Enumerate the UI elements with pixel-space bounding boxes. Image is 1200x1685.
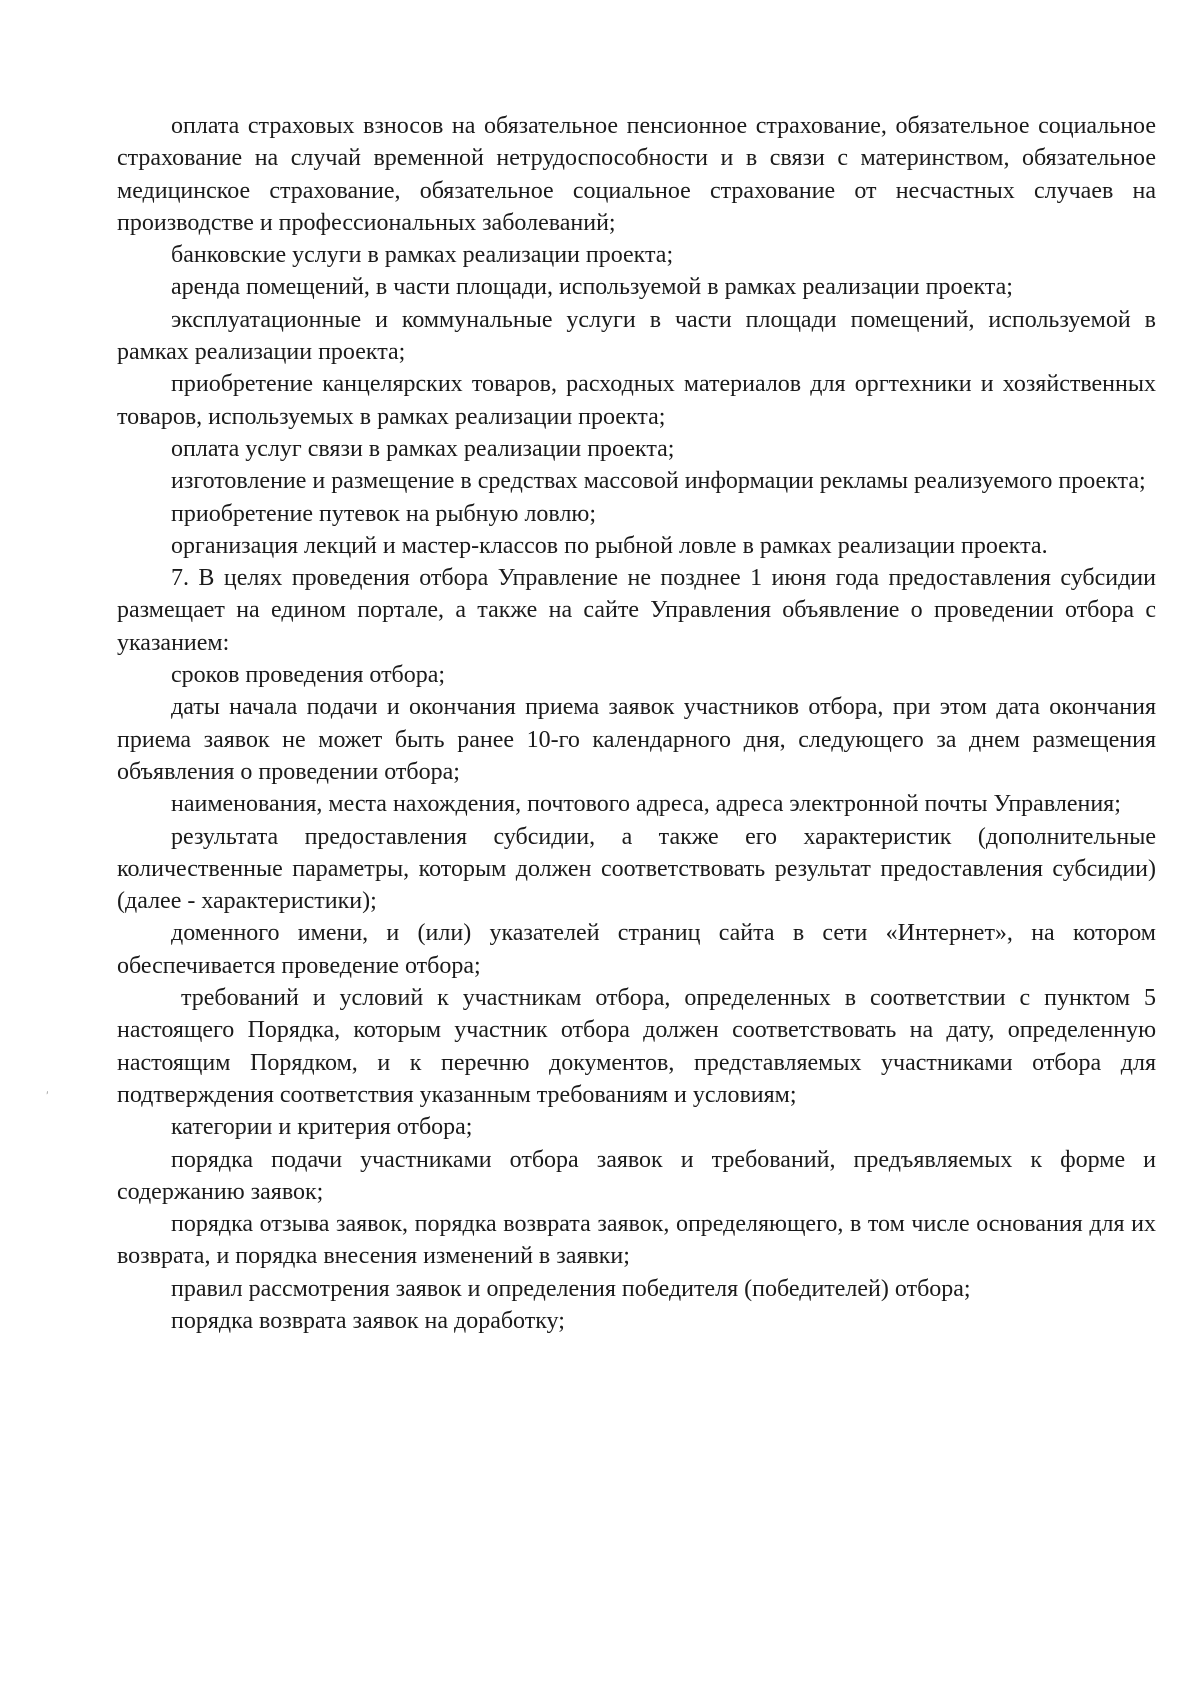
paragraph: наименования, места нахождения, почтового адреса, адреса электронной почты Управления; (171, 791, 1121, 818)
paragraph: сроков проведения отбора; (171, 662, 446, 689)
paragraph: доменного имени, и (или) указателей страниц сайта в сети «Интернет», на котором обеспечивается проведение отбора; (117, 920, 1156, 979)
paragraph: аренда помещений, в части площади, используемой в рамках реализации проекта; (171, 274, 1013, 301)
paragraph: изготовление и размещение в средствах массовой информации рекламы реализуемого проекта; (171, 468, 1146, 495)
paragraph: требований и условий к участникам отбора, определенных в соответствии с пунктом 5 настоящего Порядка, которым участник отбора должен соответствовать на дату, определенную настоящим Порядком, и к перечню документов, представляемых участниками отбора для подтверждения соответствия указанным требованиям и условиям; (117, 985, 1156, 1108)
paragraph: правил рассмотрения заявок и определения победителя (победителей) отбора; (171, 1275, 971, 1302)
paragraph: категории и критерия отбора; (171, 1114, 473, 1141)
paragraph: порядка возврата заявок на доработку; (171, 1307, 565, 1334)
paragraph: даты начала подачи и окончания приема заявок участников отбора, при этом дата окончания приема заявок не может быть ранее 10-го календарного дня, следующего за днем размещения объявления о проведении отбора; (117, 694, 1156, 785)
document-body (117, 110, 1156, 1337)
paragraph: порядка отзыва заявок, порядка возврата заявок, определяющего, в том числе основания для их возврата, и порядка внесения изменений в заявки; (117, 1211, 1156, 1270)
paragraph: приобретение путевок на рыбную ловлю; (171, 500, 597, 527)
paragraph: банковские услуги в рамках реализации проекта; (171, 242, 674, 269)
paragraph: оплата услуг связи в рамках реализации проекта; (171, 435, 675, 462)
scan-speck-mark: ˏ (37, 1080, 51, 1096)
paragraph: порядка подачи участниками отбора заявок и требований, предъявляемых к форме и содержанию заявок; (117, 1146, 1156, 1205)
paragraph: организация лекций и мастер-классов по рыбной ловле в рамках реализации проекта. (171, 532, 1048, 559)
paragraph: эксплуатационные и коммунальные услуги в части площади помещений, используемой в рамках реализации проекта; (117, 306, 1156, 366)
paragraph: приобретение канцелярских товаров, расходных материалов для оргтехники и хозяйственных товаров, используемых в рамках реализации проекта; (117, 371, 1156, 430)
paragraph: результата предоставления субсидии, а также его характеристик (дополнительные количественные параметры, которым должен соответствовать результат предоставления субсидии) (далее - характеристики); (117, 823, 1156, 915)
paragraph: 7. В целях проведения отбора Управление не позднее 1 июня года предоставления субсидии размещает на едином портале, а также на сайте Управления объявление о проведении отбора с указанием: (117, 565, 1156, 656)
paragraph: оплата страховых взносов на обязательное пенсионное страхование, обязательное социальное страхование на случай временной нетрудоспособности и в связи с материнством, обязательное медицинское страхование, обязательное социальное страхование от несчастных случаев на производстве и профессиональных заболеваний; (117, 113, 1156, 236)
